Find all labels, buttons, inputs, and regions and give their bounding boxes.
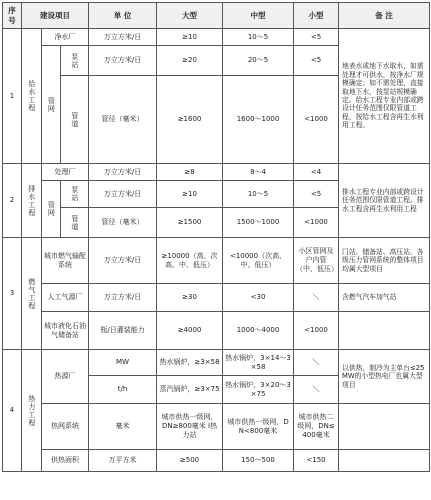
gas-lng-row (3, 312, 430, 350)
heat-mw-small: ＼ (294, 350, 339, 376)
gas-lng-medium: 1000～4000 (223, 312, 294, 350)
header-row (3, 3, 430, 29)
gas-artificial-medium: <30 (223, 284, 294, 312)
drain-plant-unit: 万立方米/日 (89, 164, 157, 181)
gas-artificial-remark: 含燃气汽车加气站 (339, 284, 430, 312)
drain-pipe-large: ≥1500 (157, 208, 223, 238)
gas-lng-small: <1000 (294, 312, 339, 350)
heat-area-small: <150 (294, 450, 339, 472)
drain-network: 管网 (42, 181, 61, 238)
water-pump-large: ≥20 (157, 46, 223, 76)
heat-th-small: ＼ (294, 376, 339, 404)
heat-area-large: ≥500 (157, 450, 223, 472)
water-pipe-small: <1000 (294, 76, 339, 164)
water-remark: 地表水或地下水取水，如需处理才可供水，按净水厂规模确定；如不需处理，直接取地下水，按泵站规模确定。给水工程专业内部或跨设计任务范围仅限管道工程，按给水工程含再生水利用工程。 (339, 29, 430, 164)
drain-category: 排水工程 (22, 164, 42, 238)
heat-network-unit: 毫米 (89, 404, 157, 450)
water-plant-name: 净水厂 (42, 29, 89, 46)
gas-artificial-small: ＼ (294, 284, 339, 312)
water-pump-name: 泵站 (61, 46, 89, 76)
water-network: 管网 (42, 46, 61, 164)
heat-mw-large: 热水锅炉，≥3×58 (157, 350, 223, 376)
water-plant-small: <5 (294, 29, 339, 46)
water-pipe-medium: 1600～1000 (223, 76, 294, 164)
gas-storage-large: ≥10000（高、次高、中、低压） (157, 238, 223, 284)
drain-no: 2 (3, 164, 22, 238)
water-plant-medium: 10～5 (223, 29, 294, 46)
gas-lng-unit: 瓶/日灌装能力 (89, 312, 157, 350)
header-unit: 单 位 (89, 3, 157, 29)
gas-no: 3 (3, 238, 22, 350)
drain-plant-small: <4 (294, 164, 339, 181)
heat-source: 热源厂 (42, 350, 89, 404)
gas-storage-unit: 万立方米/日 (89, 238, 157, 284)
gas-storage-name: 城市燃气输配系统 (42, 238, 89, 284)
gas-artificial-row (3, 284, 430, 312)
heat-th-medium: 热水锅炉，3×20～3×75 (223, 376, 294, 404)
gas-storage-row (3, 238, 430, 284)
heat-network-row (3, 404, 430, 450)
heat-mw-unit: MW (89, 350, 157, 376)
header-remark: 备 注 (339, 3, 430, 29)
heat-network-remark (339, 404, 430, 450)
drain-pump-small: <5 (294, 181, 339, 208)
drain-plant-name: 处理厂 (42, 164, 89, 181)
water-plant-large: ≥10 (157, 29, 223, 46)
water-plant-row (3, 29, 430, 46)
heat-network-large: 城市供热一级网，DN≥800毫米 Ⅰ热力站 (157, 404, 223, 450)
gas-storage-medium: <10000（次高、中、低压） (223, 238, 294, 284)
water-pump-unit: 万立方米/日 (89, 46, 157, 76)
header-no: 序号 (3, 3, 22, 29)
heat-mw-medium: 热水锅炉，3×14～3×58 (223, 350, 294, 376)
drain-remark: 排水工程专业内部或跨设计任务范围仅限管道工程。排水工程含再生水利用工程 (339, 164, 430, 238)
drain-pump-unit: 万立方米/日 (89, 181, 157, 208)
header-medium: 中型 (223, 3, 294, 29)
water-pipe-name: 管道 (61, 76, 89, 164)
water-pump-medium: 20～5 (223, 46, 294, 76)
gas-artificial-large: ≥30 (157, 284, 223, 312)
heat-no: 4 (3, 350, 22, 472)
heat-area-remark (339, 450, 430, 472)
gas-category: 燃气工程 (22, 238, 42, 350)
heat-area-row (3, 450, 430, 472)
drain-plant-row (3, 164, 430, 181)
gas-lng-name: 城市液化石油气储备站 (42, 312, 89, 350)
heat-network-name: 热网系统 (42, 404, 89, 450)
heat-area-name: 供热面积 (42, 450, 89, 472)
header-small: 小型 (294, 3, 339, 29)
water-pipe-large: ≥1600 (157, 76, 223, 164)
heat-area-medium: 150～500 (223, 450, 294, 472)
water-category: 给水工程 (22, 29, 42, 164)
heat-area-unit: 万平方米 (89, 450, 157, 472)
heat-network-small: 城市供热二级网，DN≤400毫米 (294, 404, 339, 450)
water-pump-small: <5 (294, 46, 339, 76)
drain-pipe-small: <1000 (294, 208, 339, 238)
heat-th-unit: t/h (89, 376, 157, 404)
gas-storage-small: 小区管网及户内管（中、低压） (294, 238, 339, 284)
water-pipe-unit: 管径（毫米） (89, 76, 157, 164)
heat-category: 热力工程 (22, 350, 42, 472)
drain-plant-large: ≥8 (157, 164, 223, 181)
water-plant-unit: 万立方米/日 (89, 29, 157, 46)
gas-lng-large: ≥4000 (157, 312, 223, 350)
header-large: 大型 (157, 3, 223, 29)
drain-pipe-unit: 管径（毫米） (89, 208, 157, 238)
gas-artificial-unit: 万立方米/日 (89, 284, 157, 312)
project-scale-table (2, 2, 430, 472)
header-project: 建设项目 (22, 3, 89, 29)
drain-plant-medium: 8～4 (223, 164, 294, 181)
drain-pump-name: 泵站 (61, 181, 89, 208)
drain-pipe-medium: 1500～1000 (223, 208, 294, 238)
heat-mw-row (3, 350, 430, 376)
water-no: 1 (3, 29, 22, 164)
drain-pipe-name: 管道 (61, 208, 89, 238)
gas-lng-remark (339, 312, 430, 350)
heat-th-large: 蒸汽锅炉，≥3×75 (157, 376, 223, 404)
gas-storage-remark: 门站、储备站、高压站、各级压力管网系统的整体项目均属大型项目 (339, 238, 430, 284)
heat-network-medium: 城市供热一级网，DN<800毫米 (223, 404, 294, 450)
drain-pump-medium: 10～5 (223, 181, 294, 208)
heat-remark: 以供热，制冷为主单台≤25MW的小型热电厂也属大型项目 (339, 350, 430, 404)
drain-pump-large: ≥10 (157, 181, 223, 208)
gas-artificial-name: 人工气源厂 (42, 284, 89, 312)
